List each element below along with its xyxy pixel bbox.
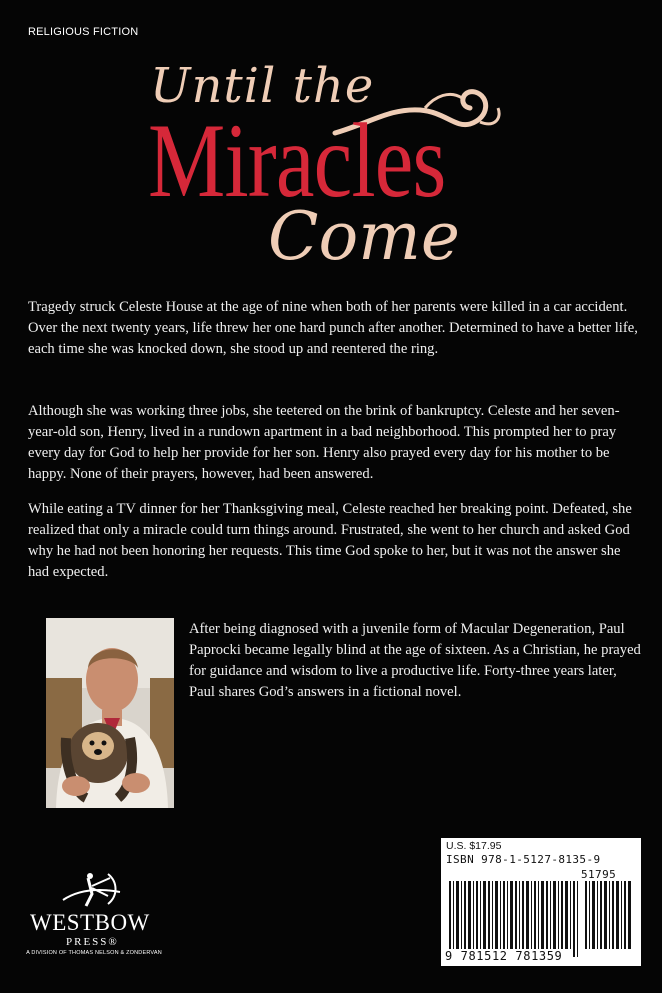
title-line-miracles: Miracles (148, 102, 446, 219)
blurb-paragraph: Although she was working three jobs, she teetered on the brink of bankruptcy. Celeste and her seven-year-old son, Henry, lived in a rundown apartment in a bad neighborhood. This prompted her to pray every day for God to help her provide for her son. Henry also prayed every day for his mother to be happy. None of their prayers, however, had been answered. (28, 403, 620, 482)
barcode-panel (441, 838, 641, 966)
publisher-division: A DIVISION OF THOMAS NELSON & ZONDERVAN (26, 950, 162, 956)
title-line-until-the: Until the (150, 58, 375, 114)
book-title (0, 0, 662, 300)
blurb-paragraph: Tragedy struck Celeste House at the age of nine when both of her parents were killed in a car accident. Over the next twenty years, life threw her one hard punch after another. Determined to have a better life, each time she was knocked down, she stood up and reentered the ring. (28, 299, 638, 357)
publisher-name: WESTBOW (30, 910, 150, 935)
price-code: 51795 (581, 868, 617, 881)
price-label: U.S. $17.95 (446, 840, 502, 852)
author-photo (46, 618, 174, 808)
barcode-digits: 9 781512 781359 (445, 949, 563, 963)
blurb-paragraph: While eating a TV dinner for her Thanksgiving meal, Celeste reached her breaking point. Defeated, she realized that only a miracle could turn things around. Frustrated, she went to her church and asked God why he had not been honoring her requests. This time God spoke to her, but it was not the answer she had expected. (28, 501, 632, 580)
isbn-label: ISBN 978-1-5127-8135-9 (446, 853, 601, 866)
author-bio: After being diagnosed with a juvenile form of Macular Degeneration, Paul Paprocki became legally blind at the age of sixteen. As a Christian, he prayed for guidance and wisdom to live a productive life. Forty-three years later, Paul shares God’s answers in a fictional novel. (189, 621, 641, 700)
barcode-bars (449, 881, 635, 957)
title-line-come: Come (268, 198, 460, 275)
genre-label: RELIGIOUS FICTION (28, 26, 139, 38)
publisher-press: PRESS® (66, 936, 119, 948)
archer-icon (58, 870, 128, 910)
publisher-logo (22, 870, 172, 970)
